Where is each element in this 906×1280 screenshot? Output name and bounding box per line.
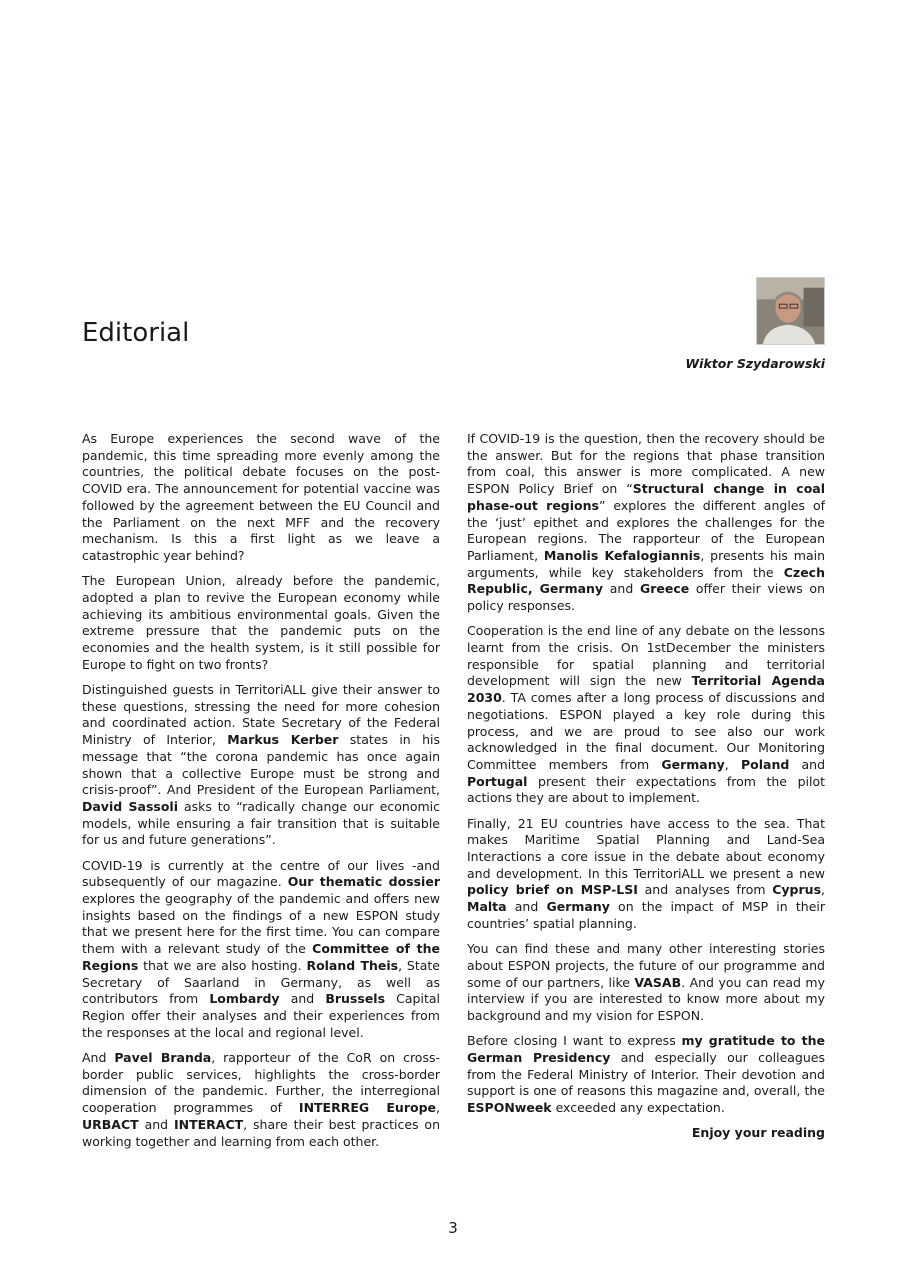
author-portrait-icon — [756, 277, 825, 345]
paragraph-left-5: And Pavel Branda, rapporteur of the CoR on cross-border public services, highlights the cross-border dimension of the pandemic. Further, the interregional cooperation programmes of INTERREG Europe, URBACT and INTERACT, share their best practices on working together and learning from each other. — [82, 1049, 441, 1149]
paragraph-right-3: Finally, 21 EU countries have access to the sea. That makes Maritime Spatial Planning and Land-Sea Interactions a core issue in the debate about economy and development. In this TerritoriALL we present a new policy brief on MSP-LSI and analyses from Cyprus, Malta and Germany on the impact of MSP in their countries’ spatial planning. — [467, 815, 826, 931]
paragraph-left-4: COVID-19 is currently at the centre of our lives -and subsequently of our magazine. Our thematic dossier explores the geography of the pandemic and offers new insights based on the findings of a new ESPON study that we present here for the first time. You can compare them with a relevant study of the Committee of the Regions that we are also hosting. Roland Theis, State Secretary of Saarland in Germany, as well as contributors from Lombardy and Brussels Capital Region offer their analyses and their experiences from the responses at the local and regional level. — [82, 857, 440, 1040]
paragraph-left-3: Distinguished guests in TerritoriALL give their answer to these questions, stressing the need for more cohesion and coordinated action. State Secretary of the Federal Ministry of Interior, Markus Kerber states in his message that “the corona pandemic has once again shown that a collective Europe must be strong and crisis-proof”. And President of the European Parliament, David Sassoli asks to “radically change our economic models, while ensuring a fair transition that is suitable for us and future generations”. — [82, 682, 441, 848]
signoff: Enjoy your reading — [691, 1125, 825, 1141]
paragraph-right-2: Cooperation is the end line of any debate on the lessons learnt from the crisis. On 1stDecember the ministers responsible for spatial planning and territorial development will sign the new Territorial Agenda 2030. TA comes after a long process of discussions and negotiations. ESPON played a key role during this process, and we are proud to see also our work acknowledged in the final document. Our Monitoring Committee members from Germany, Poland and Portugal present their expectations from the pilot actions they are about to implement. — [467, 623, 826, 806]
paragraph-left-1: As Europe experiences the second wave of the pandemic, this time spreading more evenly among the countries, the political debate focuses on the post-COVID era. The announcement for potential vaccine was followed by the agreement between the EU Council and the Parliament on the next MFF and the recovery mechanism. Is this a first light as we leave a catastrophic year behind? — [82, 431, 440, 563]
paragraph-right-5: Before closing I want to express my gratitude to the German Presidency and especially our colleagues from the Federal Ministry of Interior. Their devotion and support is one of reasons this magazine and, overall, the ESPONweek exceeded any expectation. — [467, 1033, 825, 1116]
page-title: Editorial — [82, 318, 190, 348]
paragraph-left-2: The European Union, already before the pandemic, adopted a plan to revive the European economy while achieving its ambitious environmental goals. Given the extreme pressure that the pandemic puts on the economies and the health system, is it still possible for Europe to fight on two fronts? — [82, 573, 440, 672]
left-column — [82, 431, 440, 1159]
author-name: Wiktor Szydarowski — [685, 356, 825, 371]
right-column — [467, 431, 825, 1151]
paragraph-right-4: You can find these and many other interesting stories about ESPON projects, the future of our programme and some of our partners, like VASAB. And you can read my interview if you are interested to know more about my background and my vision for ESPON. — [467, 941, 825, 1023]
page-number: 3 — [448, 1219, 458, 1237]
paragraph-right-1: If COVID-19 is the question, then the recovery should be the answer. But for the regions that phase transition from coal, this answer is more complicated. A new ESPON Policy Brief on “Structural change in coal phase-out regions” explores the different angles of the ‘just’ epithet and explores the challenges for the European regions. The rapporteur of the European Parliament, Manolis Kefalogiannis, presents his main arguments, while key stakeholders from the Czech Republic, Germany and Greece offer their views on policy responses. — [467, 431, 826, 614]
